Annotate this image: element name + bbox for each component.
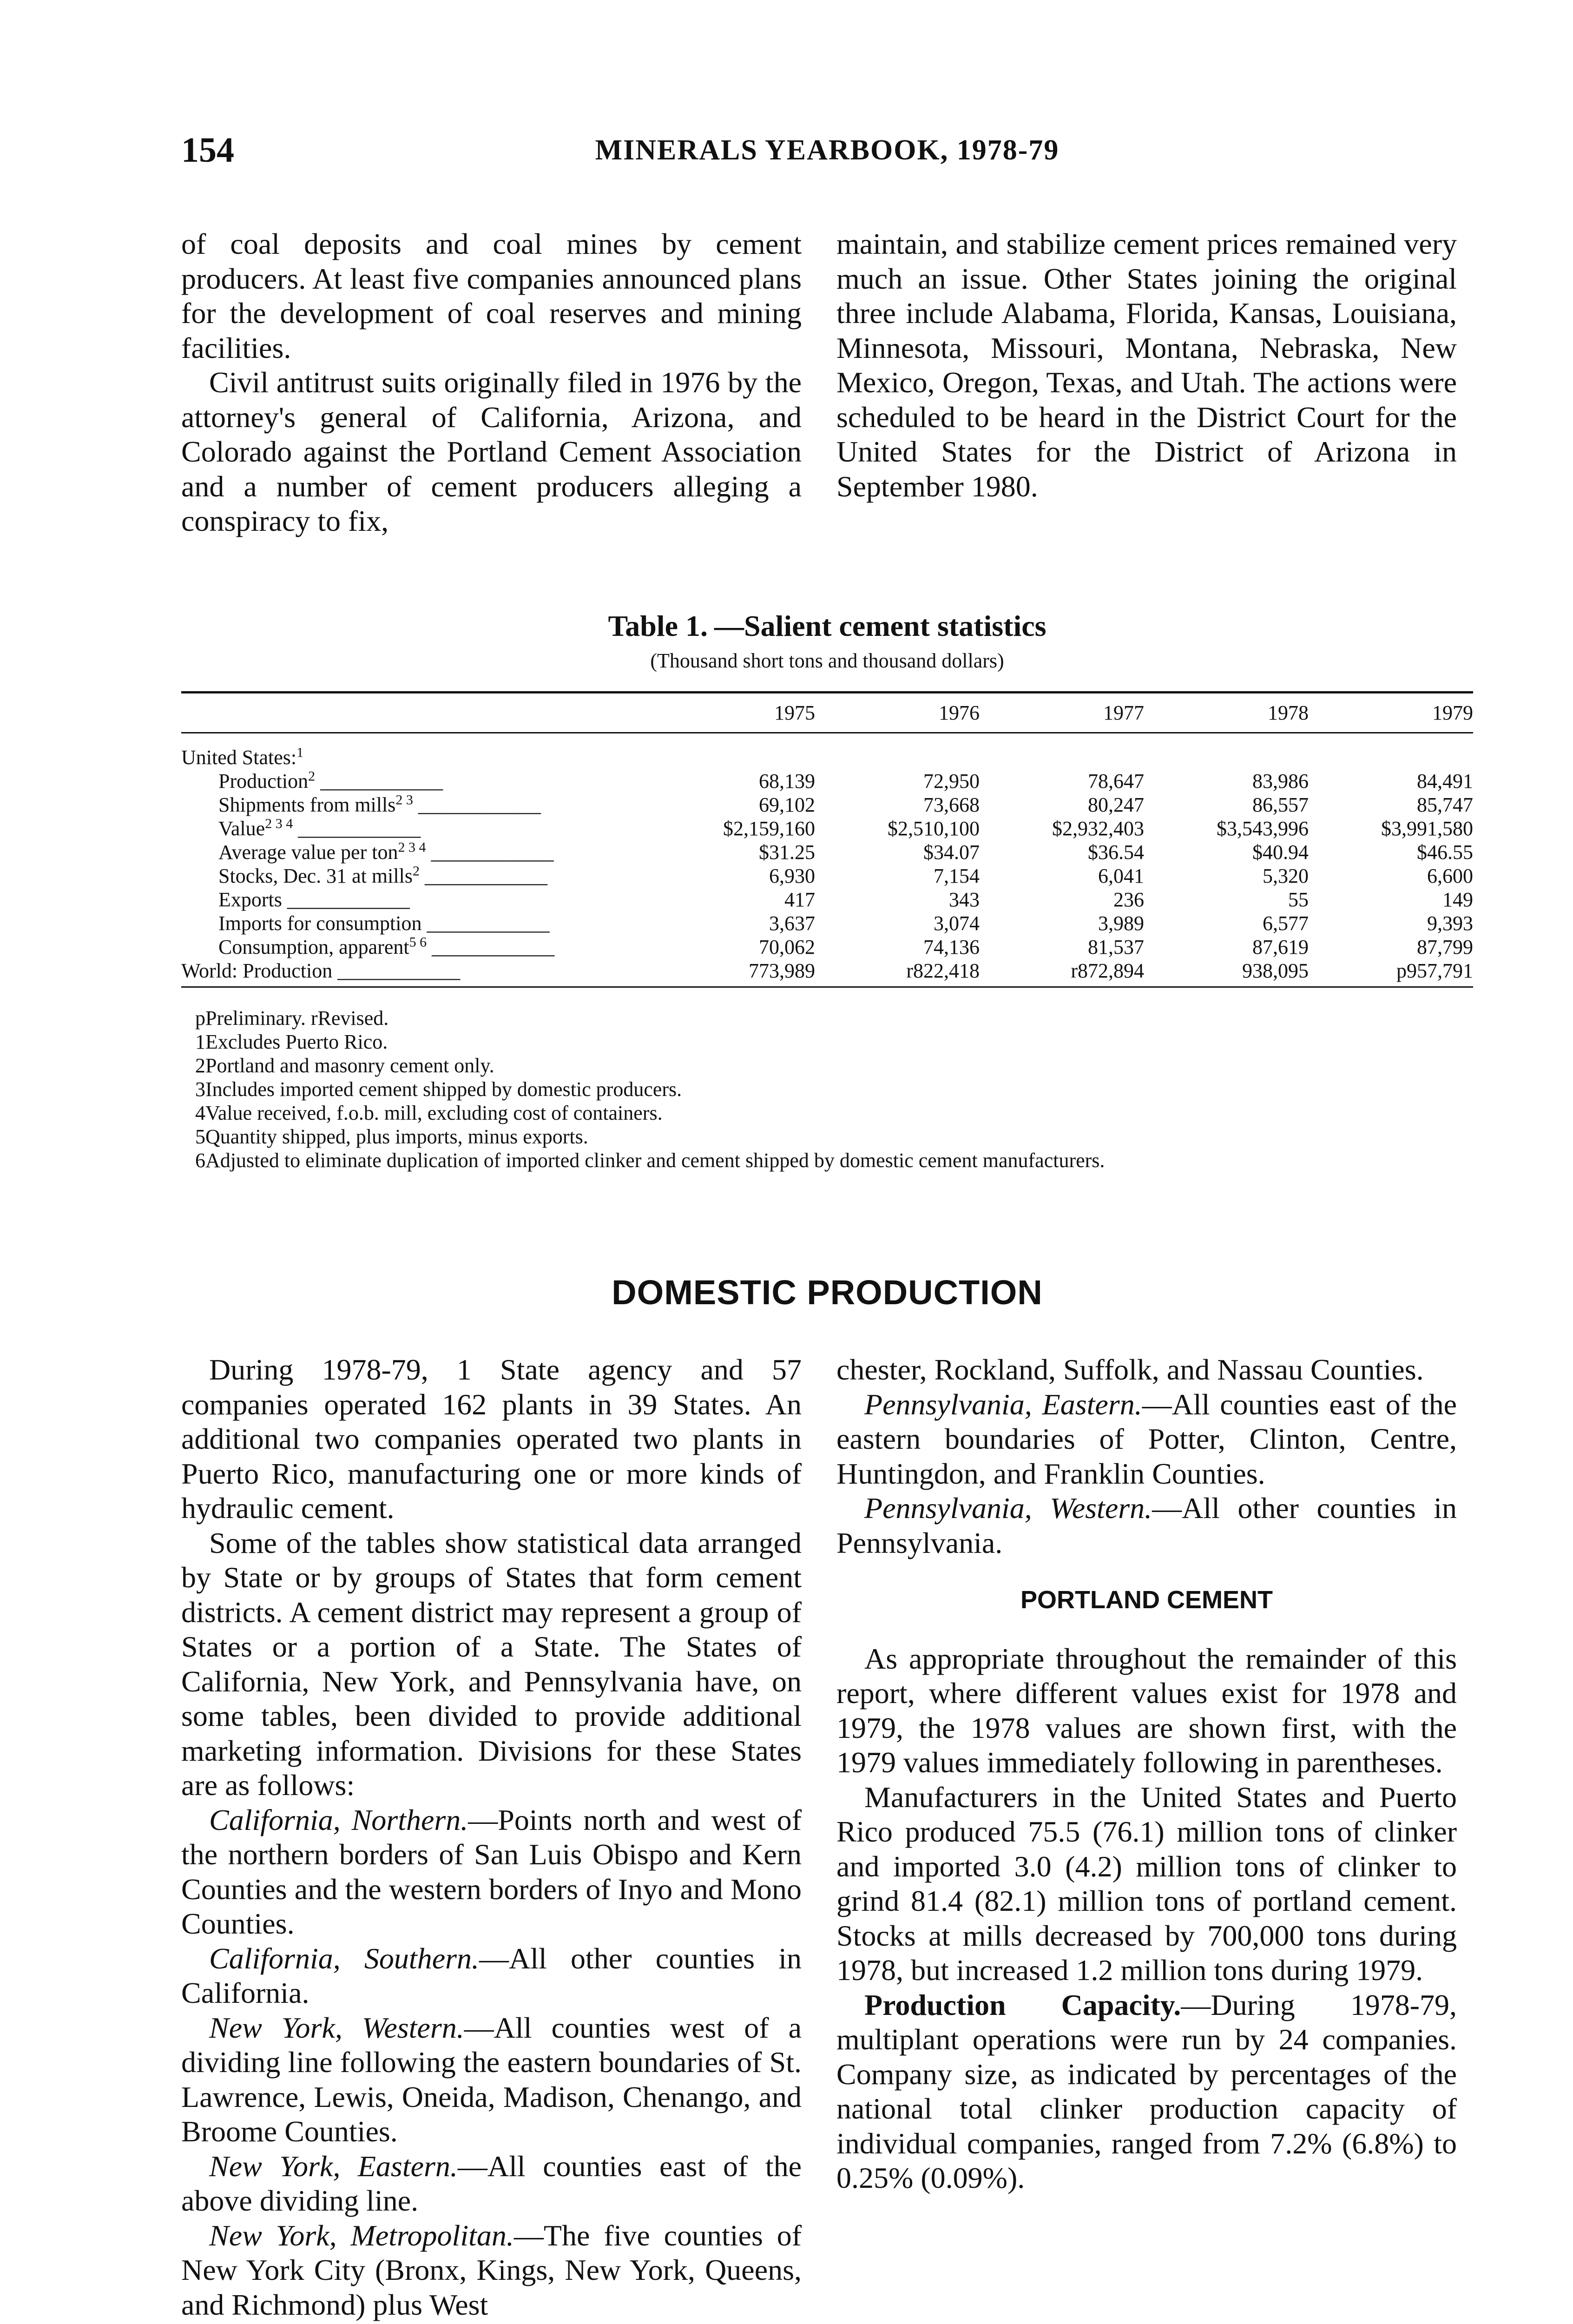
table-footnotes	[181, 1006, 1473, 1172]
table-cell: 74,136	[923, 936, 980, 958]
table-cell: 81,537	[1088, 936, 1144, 958]
table-cell: 80,247	[1088, 793, 1144, 816]
header-year: 1978	[1144, 693, 1309, 733]
table-row	[181, 793, 1473, 817]
table-row	[181, 935, 1473, 959]
table-cell: 55	[1288, 888, 1309, 911]
table-units: (Thousand short tons and thousand dollars)	[650, 649, 1004, 672]
table-cell: $46.55	[1417, 841, 1473, 864]
table-cell: $3,543,996	[1217, 817, 1309, 840]
row-label: Production	[218, 770, 309, 792]
division-text: —All other counties in Pennsylvania.	[836, 1492, 1457, 1559]
footnote-ref: 2 3 4	[398, 839, 426, 855]
division-list	[181, 1803, 802, 2323]
footnote: 2Portland and masonry cement only.	[195, 1054, 494, 1077]
table-row	[181, 840, 1473, 864]
table-title	[181, 609, 1473, 643]
division-paragraph	[181, 2149, 802, 2218]
table-cell: $34.07	[923, 841, 980, 864]
row-label-cell	[181, 864, 651, 888]
table-cell: $2,159,160	[723, 817, 815, 840]
table-cell: 3,989	[1098, 912, 1144, 935]
division-term: New York, Eastern.	[209, 2149, 458, 2183]
table-cell: $40.94	[1252, 841, 1309, 864]
page-header	[181, 130, 1473, 177]
header-year: 1975	[651, 693, 815, 733]
table-cell: 83,986	[1252, 770, 1309, 792]
division-text: —All other counties in California.	[181, 1941, 802, 2009]
row-label-cell	[181, 888, 651, 911]
division-paragraph	[181, 1941, 802, 2011]
paragraph: maintain, and stabilize cement prices remained very much an issue. Other States joining the original three include Alabama, Florida, Kansas, Louisiana, Minnesota, Missouri, Montana, Nebraska, New Mexico, Oregon, Texas, and Utah. The actions were scheduled to be heard in the District Court for the United States for the District of Arizona in September 1980.	[836, 227, 1457, 503]
table-cell: 87,619	[1252, 936, 1309, 958]
row-label: Consumption, apparent	[218, 936, 409, 958]
footnote-ref: 2	[412, 863, 420, 879]
leader-dots: ____________	[419, 865, 547, 887]
table-cell: p957,791	[1309, 959, 1473, 987]
paragraph: As appropriate throughout the remainder of this report, where different values exist for 1978 and 1979, the 1978 values are shown first, with the 1979 values immediately following in parentheses.	[836, 1642, 1457, 1779]
table-cell: 78,647	[1088, 770, 1144, 792]
row-label-cell	[181, 935, 651, 959]
division-term: Pennsylvania, Western.	[864, 1492, 1152, 1525]
footnote-ref: 2 3 4	[265, 816, 293, 832]
division-term: California, Northern.	[209, 1803, 468, 1836]
table-cell: 86,557	[1252, 793, 1309, 816]
table-cell: 87,799	[1417, 936, 1473, 958]
division-term: Pennsylvania, Eastern.	[864, 1387, 1142, 1421]
table-cell: 938,095	[1144, 959, 1309, 987]
table-cell: 84,491	[1417, 770, 1473, 792]
table-cell: 6,600	[1427, 865, 1473, 887]
table-cell: 6,930	[769, 865, 815, 887]
table-header-row	[181, 693, 1473, 733]
division-list	[836, 1387, 1457, 1561]
division-term: California, Southern.	[209, 1941, 480, 1975]
row-label-cell	[181, 911, 651, 935]
paragraph-text: —During 1978-79, multiplant operations were run by 24 companies. Company size, as indicated by percentages of the national total clinker production capacity of individual companies, ranged from 7.2% (6.8%) to 0.25% (0.09%).	[836, 1988, 1457, 2194]
division-paragraph	[181, 2218, 802, 2323]
table-cell: 5,320	[1263, 865, 1309, 887]
table-cell: 6,041	[1098, 865, 1144, 887]
division-text: —All counties west of a dividing line following the eastern boundaries of St. Lawrence, Lewis, Oneida, Madison, Chenango, and Broome Counties.	[181, 2011, 802, 2148]
row-label-cell	[181, 959, 651, 987]
page-number: 154	[181, 131, 234, 170]
running-title: MINERALS YEARBOOK, 1978-79	[595, 134, 1060, 166]
top-right-column	[836, 227, 1457, 504]
row-label: Imports for consumption	[218, 912, 422, 935]
footnote-ref: 2 3	[395, 792, 413, 808]
table-cell: 6,577	[1263, 912, 1309, 935]
row-label-cell	[181, 793, 651, 817]
table-cell: 9,393	[1427, 912, 1473, 935]
division-text: —Points north and west of the northern borders of San Luis Obispo and Kern Counties and the western borders of Inyo and Mono Counties.	[181, 1803, 802, 1940]
paragraph: chester, Rockland, Suffolk, and Nassau Counties.	[836, 1353, 1424, 1386]
table-cell: $2,510,100	[888, 817, 980, 840]
table-cell: $3,991,580	[1381, 817, 1473, 840]
group-label-cell	[181, 733, 651, 770]
footnote-ref: 1	[296, 745, 304, 760]
table-cell: 149	[1442, 888, 1473, 911]
table-cell: 3,637	[769, 912, 815, 935]
row-label: Exports	[218, 888, 282, 911]
group-label: United States:	[181, 746, 297, 769]
leader-dots: ____________	[293, 817, 421, 840]
table-row	[181, 888, 1473, 911]
table-cell: $2,932,403	[1052, 817, 1144, 840]
bottom-right-column	[836, 1353, 1457, 2196]
table-cell: 7,154	[934, 865, 980, 887]
division-text: —All counties east of the above dividing line.	[181, 2149, 802, 2217]
row-label-cell	[181, 769, 651, 793]
leader-dots: ____________	[421, 912, 550, 935]
division-term: New York, Metropolitan.	[209, 2218, 514, 2252]
row-label: Stocks, Dec. 31 at mills	[218, 865, 413, 887]
division-paragraph	[181, 1803, 802, 1941]
paragraph: Some of the tables show statistical data arranged by State or by groups of States that form cement districts. A cement district may represent a group of States or a portion of a State. The States of California, New York, and Pennsylvania have, on some tables, been divided to provide additional marketing information. Divisions for these States are as follows:	[181, 1526, 802, 1802]
header-cell-blank	[181, 693, 651, 733]
table-cell: 417	[784, 888, 815, 911]
bottom-left-column	[181, 1353, 802, 2322]
division-paragraph	[836, 1491, 1457, 1560]
paragraph: Manufacturers in the United States and Puerto Rico produced 75.5 (76.1) million tons of clinker and imported 3.0 (4.2) million tons of clinker to grind 81.4 (82.1) million tons of portland cement. Stocks at mills decreased by 700,000 tons during 1978, but increased 1.2 million tons during 1979.	[836, 1780, 1457, 1987]
top-left-column	[181, 227, 802, 539]
table-row	[181, 864, 1473, 888]
row-label: Average value per ton	[218, 841, 398, 864]
subheading-portland-cement: PORTLAND CEMENT	[1020, 1586, 1273, 1614]
row-label: Value	[218, 817, 265, 840]
salient-statistics-table-block	[181, 609, 1473, 1172]
table-title-text: —Salient cement statistics	[714, 609, 1046, 642]
footnote: pPreliminary. rRevised.	[195, 1007, 389, 1030]
paragraph-production-capacity	[836, 1988, 1457, 2196]
division-paragraph	[181, 2011, 802, 2149]
row-label: World: Production	[181, 959, 333, 982]
table-cell: 70,062	[759, 936, 815, 958]
table-row	[181, 911, 1473, 935]
table-cell: 773,989	[651, 959, 815, 987]
footnote: 5Quantity shipped, plus imports, minus exports.	[195, 1125, 588, 1148]
division-text: —All counties east of the eastern boundaries of Potter, Clinton, Centre, Huntingdon, and Franklin Counties.	[836, 1387, 1457, 1490]
paragraph: During 1978-79, 1 State agency and 57 companies operated 162 plants in 39 States. An additional two companies operated two plants in Puerto Rico, manufacturing one or more kinds of hydraulic cement.	[181, 1353, 802, 1525]
footnote-ref: 5 6	[409, 934, 427, 950]
table-row	[181, 769, 1473, 793]
run-in-heading: Production Capacity.	[864, 1988, 1181, 2021]
table-cell: 343	[949, 888, 980, 911]
table-cell: r822,418	[815, 959, 980, 987]
leader-dots: ____________	[427, 936, 555, 958]
footnote: 3Includes imported cement shipped by domestic producers.	[195, 1078, 682, 1101]
division-term: New York, Western.	[209, 2011, 464, 2044]
section-heading: DOMESTIC PRODUCTION	[612, 1273, 1043, 1312]
division-text: —The five counties of New York City (Bronx, Kings, New York, Queens, and Richmond) plus West	[181, 2218, 802, 2321]
table-group-row	[181, 733, 1473, 770]
table-cell: 69,102	[759, 793, 815, 816]
leader-dots: ____________	[426, 841, 554, 864]
leader-dots: ____________	[282, 888, 410, 911]
header-year: 1977	[980, 693, 1144, 733]
leader-dots: ____________	[332, 959, 461, 982]
row-label-cell	[181, 840, 651, 864]
footnote-ref: 2	[308, 768, 316, 784]
paragraph: of coal deposits and coal mines by cement producers. At least five companies announced plans for the development of coal reserves and mining facilities.	[181, 227, 802, 364]
table-cell: 85,747	[1417, 793, 1473, 816]
table-cell: 73,668	[923, 793, 980, 816]
paragraph: Civil antitrust suits originally filed in 1976 by the attorney's general of California, Arizona, and Colorado against the Portland Cement Association and a number of cement producers alleging a conspiracy to fix,	[181, 366, 802, 537]
table-label: Table 1.	[608, 609, 708, 642]
table-cell: $36.54	[1088, 841, 1144, 864]
division-paragraph	[836, 1387, 1457, 1492]
table-cell: 72,950	[923, 770, 980, 792]
salient-statistics-table	[181, 691, 1473, 988]
table-row	[181, 959, 1473, 987]
table-cell: 68,139	[759, 770, 815, 792]
table-cell: 3,074	[934, 912, 980, 935]
table-cell: 236	[1113, 888, 1144, 911]
table-row	[181, 817, 1473, 840]
leader-dots: ____________	[315, 770, 443, 792]
header-year: 1979	[1309, 693, 1473, 733]
footnote: 6Adjusted to eliminate duplication of imported clinker and cement shipped by domestic cement manufacturers.	[195, 1149, 1105, 1172]
table-cell: $31.25	[759, 841, 815, 864]
leader-dots: ____________	[413, 793, 541, 816]
header-year: 1976	[815, 693, 980, 733]
row-label: Shipments from mills	[218, 793, 396, 816]
footnote: 4Value received, f.o.b. mill, excluding cost of containers.	[195, 1102, 663, 1124]
table-cell: r872,894	[980, 959, 1144, 987]
footnote: 1Excludes Puerto Rico.	[195, 1030, 388, 1053]
row-label-cell	[181, 817, 651, 840]
